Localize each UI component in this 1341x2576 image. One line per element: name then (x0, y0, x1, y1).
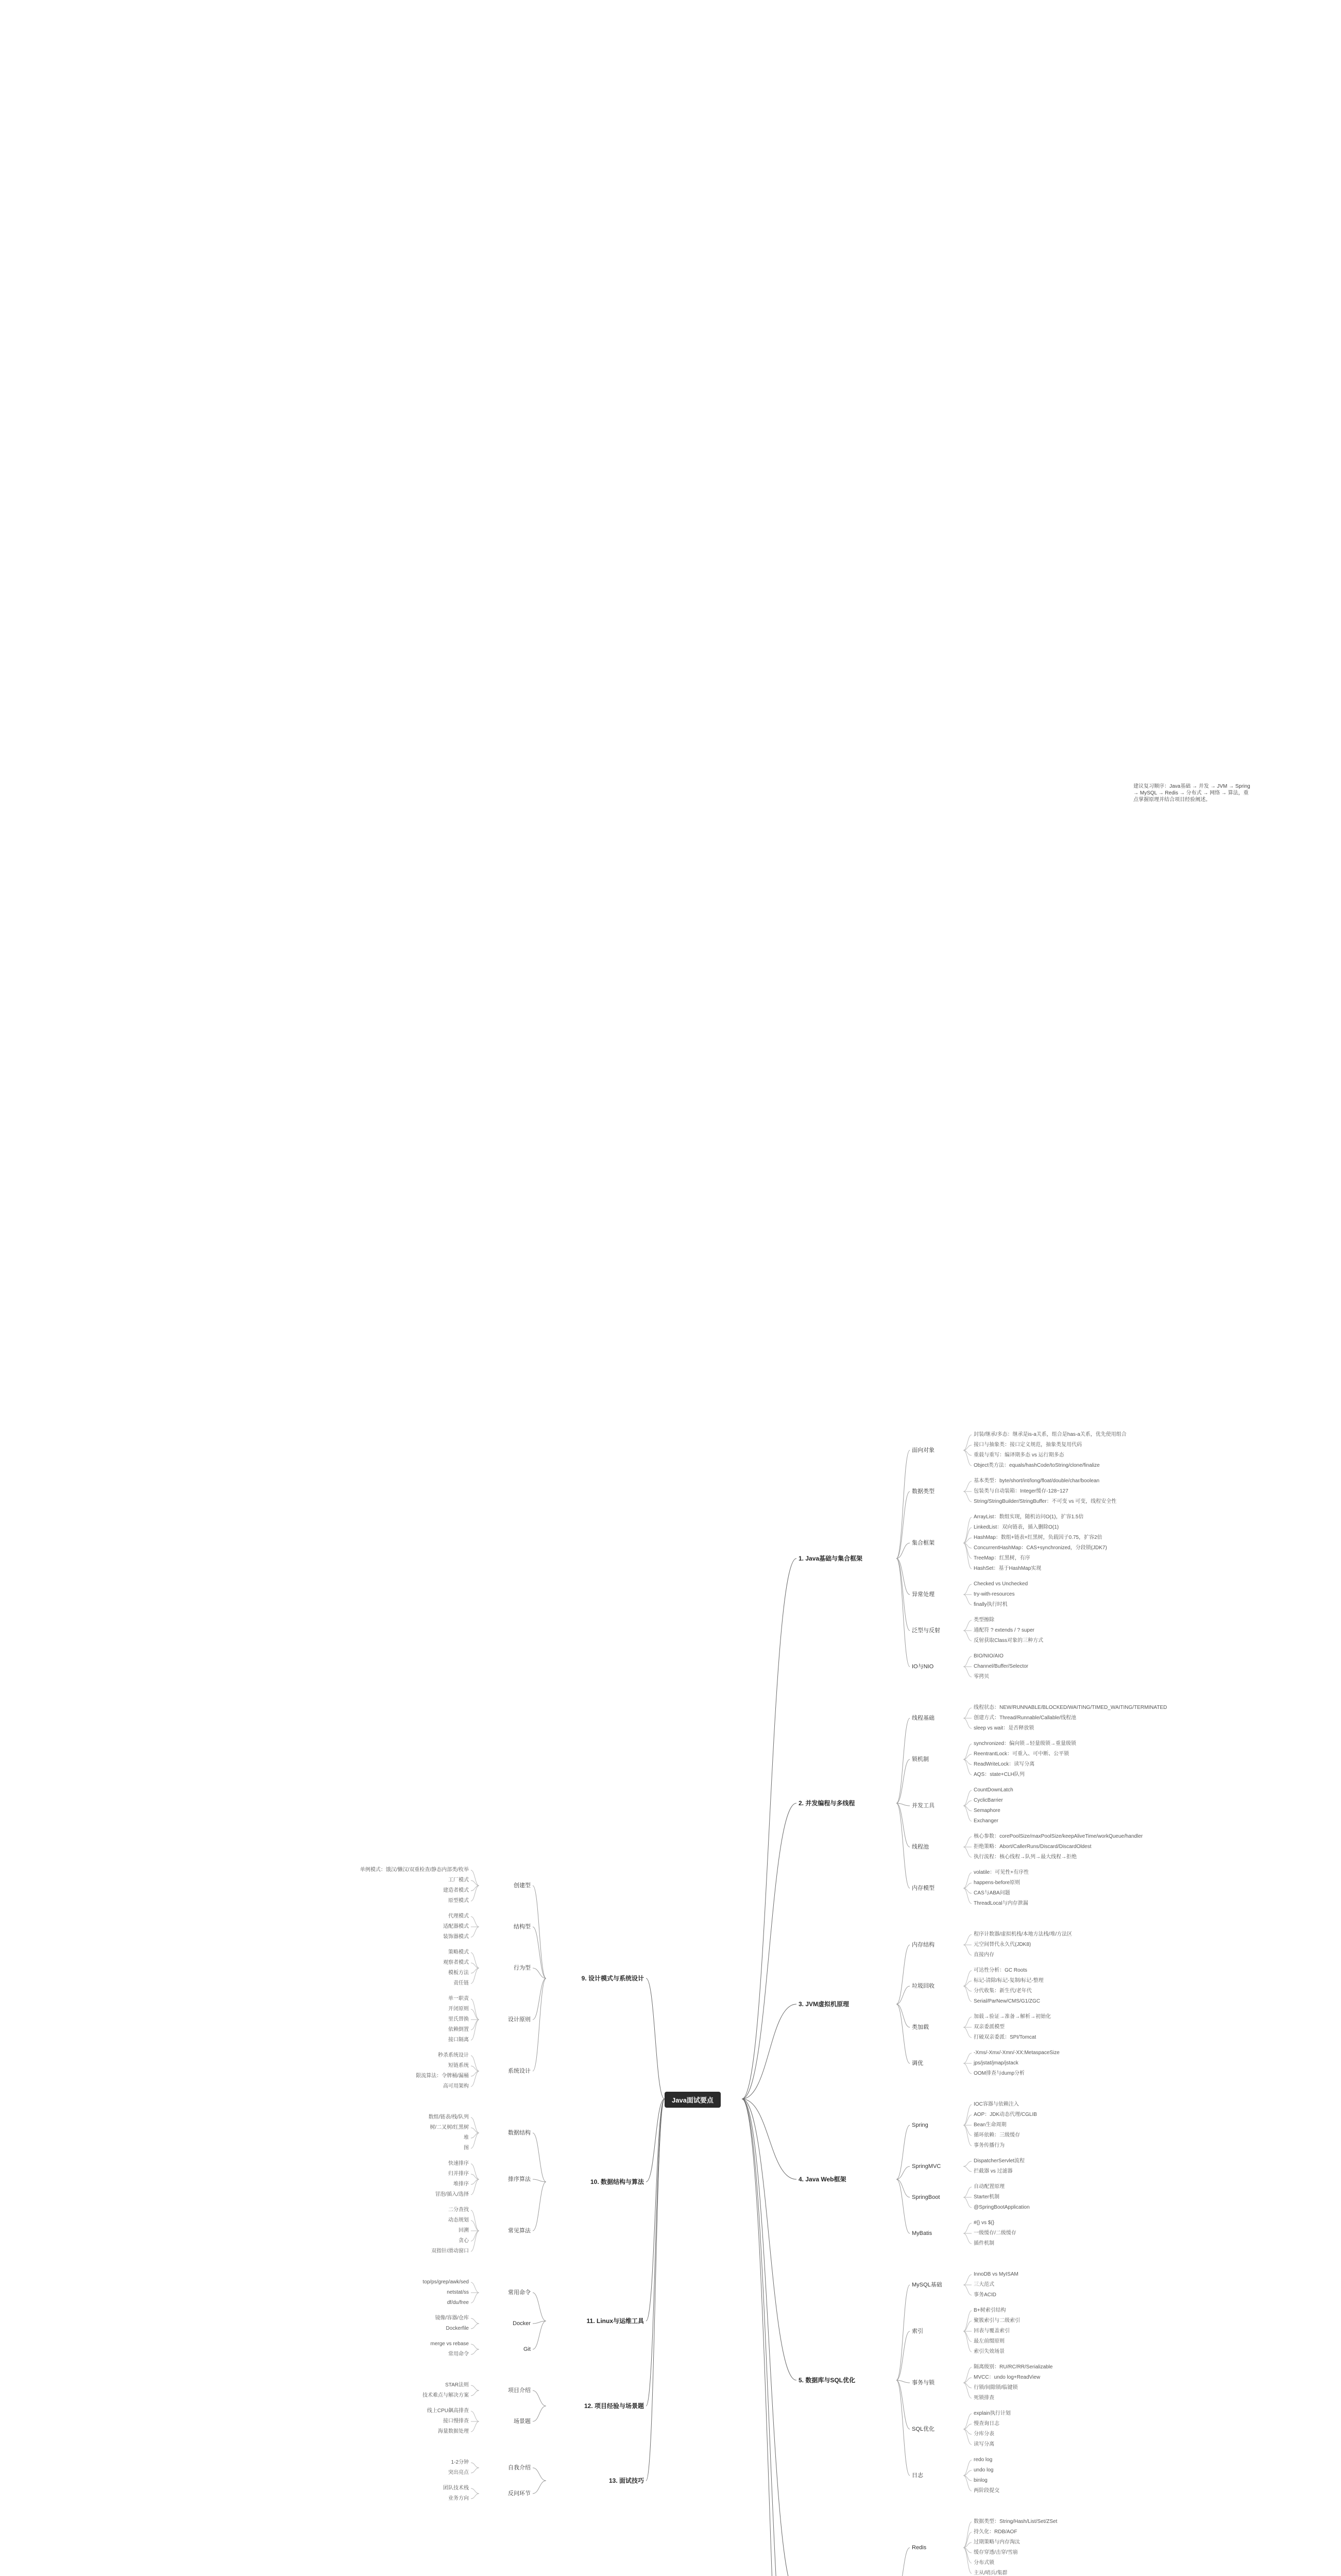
connector-line (471, 2421, 479, 2432)
connector-line (896, 1558, 910, 1595)
connector-line (963, 1935, 972, 1945)
leaf-node[interactable]: 封装/继承/多态：继承是is-a关系，组合是has-a关系，优先使用组合 (974, 1432, 1127, 1437)
connector-line (471, 2494, 479, 2499)
leaf-node[interactable]: 事务传播行为 (974, 2143, 1005, 2148)
connector-line (963, 2548, 972, 2573)
connector-line (471, 2020, 479, 2040)
sub-topic-node[interactable]: 集合框架 (912, 1540, 935, 1546)
leaf-node[interactable]: String/StringBuilder/StringBuffer：不可变 vs 可变，线程安全性 (974, 1499, 1117, 1504)
connector-line (963, 1492, 972, 1502)
leaf-node[interactable]: OOM排查与dump分析 (974, 2071, 1025, 2076)
leaf-node[interactable]: 海量数据处理 (438, 2429, 469, 2434)
leaf-node[interactable]: TreeMap：红黑树，有序 (974, 1555, 1030, 1561)
leaf-node[interactable]: Bean生命周期 (974, 2122, 1007, 2128)
connector-line (963, 1837, 972, 1847)
connector-line (896, 2004, 910, 2027)
connector-line (963, 1631, 972, 1641)
sub-topic-node[interactable]: 调优 (912, 2060, 923, 2066)
leaf-node[interactable]: 技术难点与解决方案 (422, 2393, 469, 2398)
leaf-node[interactable]: AOP：JDK动态代理/CGLIB (974, 2112, 1037, 2117)
sub-topic-node[interactable]: SQL优化 (912, 2426, 935, 2432)
sub-topic-node[interactable]: 场景题 (514, 2418, 531, 2425)
leaf-node[interactable]: HashMap：数组+链表+红黑树，负载因子0.75，扩容2倍 (974, 1535, 1102, 1540)
leaf-node[interactable]: CyclicBarrier (974, 1798, 1003, 1803)
connector-line (896, 2179, 910, 2233)
leaf-node[interactable]: 高可用架构 (443, 2083, 469, 2089)
connector-line (963, 1620, 972, 1631)
connector-line (896, 1558, 910, 1667)
leaf-node[interactable]: 事务ACID (974, 2292, 996, 2298)
leaf-node[interactable]: 图 (464, 2145, 469, 2151)
leaf-node[interactable]: 观察者模式 (443, 1960, 469, 1965)
leaf-node[interactable]: 堆排序 (453, 2181, 469, 2187)
branch-node[interactable]: 2. 并发编程与多线程 (799, 1800, 855, 1807)
leaf-node[interactable]: netstat/ss (447, 2290, 469, 2295)
leaf-node[interactable]: CountDownLatch (974, 1787, 1013, 1793)
leaf-node[interactable]: explain执行计划 (974, 2411, 1011, 2416)
connector-line (471, 2231, 479, 2241)
leaf-node[interactable]: 缓存穿透/击穿/雪崩 (974, 2550, 1018, 2555)
leaf-node[interactable]: 拦截器 vs 过滤器 (974, 2168, 1013, 2174)
sub-topic-node[interactable]: 项目介绍 (508, 2387, 531, 2394)
leaf-node[interactable]: 突出亮点 (448, 2470, 469, 2476)
leaf-node[interactable]: 数据类型：String/Hash/List/Set/ZSet (974, 2519, 1058, 2524)
leaf-node[interactable]: 重载与重写：编译期多态 vs 运行期多态 (974, 1452, 1064, 1458)
leaf-node[interactable]: @SpringBootApplication (974, 2205, 1030, 2210)
leaf-node[interactable]: 打破双亲委派：SPI/Tomcat (974, 2035, 1037, 2040)
branch-node[interactable]: 11. Linux与运维工具 (586, 2317, 644, 2325)
sub-topic-node[interactable]: 类加载 (912, 2024, 929, 2030)
sub-topic-node[interactable]: 面向对象 (912, 1447, 935, 1453)
leaf-node[interactable]: top/ps/grep/awk/sed (422, 2279, 469, 2285)
leaf-node[interactable]: ThreadLocal与内存泄漏 (974, 1901, 1028, 1906)
leaf-node[interactable]: 限流算法：令牌桶/漏桶 (416, 2073, 469, 2079)
connector-line (963, 2285, 972, 2295)
leaf-node[interactable]: 分布式锁 (974, 2560, 994, 2566)
leaf-node[interactable]: MVCC：undo log+ReadView (974, 2375, 1041, 2380)
connector-line (742, 2099, 796, 2179)
connector-line (963, 2321, 972, 2331)
leaf-node[interactable]: LinkedList：双向链表，插入删除O(1) (974, 1524, 1059, 1530)
connector-line (742, 1558, 796, 2099)
leaf-node[interactable]: 短链系统 (448, 2063, 469, 2069)
connector-line (896, 2125, 910, 2179)
leaf-node[interactable]: 回表与覆盖索引 (974, 2328, 1010, 2334)
sub-topic-node[interactable]: SpringBoot (912, 2194, 940, 2200)
leaf-node[interactable]: 秒杀系统设计 (438, 2053, 469, 2058)
leaf-node[interactable]: 死锁排查 (974, 2395, 994, 2401)
leaf-node[interactable]: AQS：state+CLH队列 (974, 1772, 1025, 1777)
connector-line (963, 2522, 972, 2548)
leaf-node[interactable]: df/du/free (447, 2300, 469, 2306)
connector-line (533, 2293, 546, 2321)
connector-line (471, 2282, 479, 2293)
connector-line (963, 1656, 972, 1667)
connector-line (533, 2182, 546, 2231)
connector-line (471, 1917, 479, 1927)
leaf-node[interactable]: 聚簇索引与二级索引 (974, 2318, 1020, 2324)
leaf-node[interactable]: redo log (974, 2457, 993, 2463)
connector-line (963, 1708, 972, 1718)
leaf-node[interactable]: CAS与ABA问题 (974, 1890, 1010, 1896)
connector-line (963, 2063, 972, 2074)
connector-line (742, 1803, 796, 2099)
sub-topic-node[interactable]: 排序算法 (508, 2176, 531, 2182)
leaf-node[interactable]: 接口与抽象类：接口定义规范，抽象类复用代码 (974, 1442, 1082, 1448)
branch-node[interactable]: 13. 面试技巧 (608, 2477, 644, 2484)
connector-line (471, 2344, 479, 2349)
connector-line (963, 1945, 972, 1955)
leaf-node[interactable]: 里氏替换 (448, 2016, 469, 2022)
leaf-node[interactable]: synchronized：偏向锁→轻量级锁→重量级锁 (974, 1741, 1076, 1747)
leaf-node[interactable]: 最左前缀原则 (974, 2338, 1005, 2344)
connector-line (963, 2187, 972, 2197)
leaf-node[interactable]: 反射获取Class对象的三种方式 (974, 1638, 1044, 1643)
leaf-node[interactable]: 通配符 ? extends / ? super (974, 1628, 1034, 1633)
leaf-node[interactable]: 拒绝策略：Abort/CallerRuns/Discard/DiscardOldest (974, 1844, 1092, 1850)
connector-line (533, 2321, 546, 2349)
connector-line (896, 2179, 910, 2197)
connector-line (471, 2020, 479, 2030)
connector-line (963, 1595, 972, 1605)
leaf-node[interactable]: 二分查找 (448, 2207, 469, 2213)
connector-line (963, 1718, 972, 1728)
connector-line (471, 2468, 479, 2473)
branch-node[interactable]: 12. 项目经验与场景题 (584, 2402, 644, 2410)
sub-topic-node[interactable]: 线程基础 (912, 1715, 935, 1721)
connector-line (963, 2331, 972, 2342)
leaf-node[interactable]: 核心参数：corePoolSize/maxPoolSize/keepAliveTime/workQueue/handler (974, 1834, 1143, 1839)
connector-line (963, 2197, 972, 2208)
sub-topic-node[interactable]: 锁机制 (912, 1756, 929, 1762)
leaf-node[interactable]: 分库分表 (974, 2431, 994, 2437)
leaf-node[interactable]: 代理模式 (448, 1913, 469, 1919)
leaf-node[interactable]: 程序计数器/虚拟机栈/本地方法栈/堆/方法区 (974, 1931, 1073, 1937)
sub-topic-node[interactable]: IO与NIO (912, 1664, 934, 1670)
leaf-node[interactable]: Serial/ParNew/CMS/G1/ZGC (974, 1998, 1040, 2004)
leaf-node[interactable]: 基本类型：byte/short/int/long/float/double/char/boolean (974, 1478, 1100, 1484)
sub-topic-node[interactable]: 异常处理 (912, 1591, 935, 1598)
sub-topic-node[interactable]: 泛型与反射 (912, 1628, 940, 1634)
connector-line (471, 2488, 479, 2494)
sub-topic-node[interactable]: 数据结构 (508, 2130, 531, 2136)
leaf-node[interactable]: 可达性分析：GC Roots (974, 1968, 1027, 1973)
leaf-node[interactable]: 工厂模式 (448, 1877, 469, 1883)
leaf-node[interactable]: 镜像/容器/仓库 (435, 2315, 469, 2321)
connector-line (963, 1517, 972, 1543)
connector-line (471, 2210, 479, 2231)
leaf-node[interactable]: IOC容器与依赖注入 (974, 2102, 1019, 2107)
sub-topic-node[interactable]: MySQL基础 (912, 2282, 942, 2288)
connector-line (963, 1584, 972, 1595)
sub-topic-node[interactable]: 设计原则 (508, 2016, 531, 2023)
leaf-node[interactable]: 分代收集：新生代/老年代 (974, 1988, 1032, 1994)
branch-node[interactable]: 4. Java Web框架 (799, 2176, 846, 2183)
connector-line (471, 2463, 479, 2468)
leaf-node[interactable]: 线上CPU飙高排查 (427, 2408, 469, 2414)
leaf-node[interactable]: 数组/链表/栈/队列 (428, 2114, 469, 2120)
connector-line (963, 2115, 972, 2125)
sub-topic-node[interactable]: 结构型 (514, 1924, 531, 1930)
leaf-node[interactable]: Dockerfile (446, 2326, 469, 2331)
leaf-node[interactable]: 责任链 (453, 1980, 469, 1986)
leaf-node[interactable]: Starter机制 (974, 2194, 1000, 2200)
leaf-node[interactable]: Channel/Buffer/Selector (974, 1664, 1028, 1669)
connector-line (533, 2481, 546, 2494)
connector-line (963, 2311, 972, 2331)
leaf-node[interactable]: 主从/哨兵/集群 (974, 2570, 1008, 2576)
sub-topic-node[interactable]: 自我介绍 (508, 2465, 531, 2471)
sub-topic-node[interactable]: 反问环节 (508, 2490, 531, 2497)
leaf-node[interactable]: 三大范式 (974, 2282, 994, 2287)
connector-line (963, 2166, 972, 2172)
leaf-node[interactable]: 创建方式：Thread/Runnable/Callable/线程池 (974, 1715, 1076, 1721)
leaf-node[interactable]: ReadWriteLock：读写分离 (974, 1761, 1035, 1767)
sub-topic-node[interactable]: 数据类型 (912, 1488, 935, 1495)
leaf-node[interactable]: 零拷贝 (974, 1674, 989, 1680)
connector-line (533, 1978, 546, 2020)
connector-line (963, 2161, 972, 2166)
connector-line (471, 2385, 479, 2391)
connector-line (963, 2331, 972, 2352)
connector-line (896, 1558, 910, 1631)
leaf-node[interactable]: Exchanger (974, 1818, 998, 1824)
sub-topic-node[interactable]: 事务与锁 (912, 2380, 935, 2386)
leaf-node[interactable]: 适配器模式 (443, 1924, 469, 1929)
leaf-node[interactable]: 业务方向 (448, 2496, 469, 2501)
leaf-node[interactable]: Semaphore (974, 1808, 1000, 1814)
leaf-node[interactable]: 开闭原则 (448, 2006, 469, 2012)
connector-line (471, 2009, 479, 2020)
leaf-node[interactable]: Checked vs Unchecked (974, 1581, 1028, 1587)
leaf-node[interactable]: undo log (974, 2467, 994, 2473)
leaf-node[interactable]: 依赖倒置 (448, 2027, 469, 2032)
leaf-node[interactable]: 读写分离 (974, 2442, 994, 2447)
leaf-node[interactable]: STAR法则 (445, 2382, 469, 2388)
connector-line (963, 2105, 972, 2125)
connector-line (896, 2380, 910, 2429)
leaf-node[interactable]: 行锁/间隙锁/临键锁 (974, 2385, 1018, 2391)
connector-line (533, 2391, 546, 2406)
connector-line (963, 2027, 972, 2038)
leaf-node[interactable]: 贪心 (459, 2238, 469, 2244)
connector-line (471, 2411, 479, 2421)
leaf-node[interactable]: 执行流程：核心线程→队列→最大线程→拒绝 (974, 1854, 1077, 1860)
connector-line (533, 2468, 546, 2481)
leaf-node[interactable]: 两阶段提交 (974, 2488, 999, 2494)
connector-line (896, 2331, 910, 2380)
leaf-node[interactable]: sleep vs wait：是否释放锁 (974, 1725, 1034, 1731)
leaf-node[interactable]: 回溯 (459, 2228, 469, 2233)
leaf-node[interactable]: 线程状态：NEW/RUNNABLE/BLOCKED/WAITING/TIMED_WAITING/TERMINATED (974, 1705, 1167, 1710)
leaf-node[interactable]: happens-before原则 (974, 1880, 1021, 1886)
leaf-node[interactable]: ReentrantLock：可重入、可中断、公平锁 (974, 1751, 1070, 1757)
leaf-node[interactable]: ConcurrentHashMap：CAS+synchronized，分段锁(JDK7) (974, 1545, 1107, 1551)
leaf-node[interactable]: 策略模式 (448, 1950, 469, 1955)
sub-topic-node[interactable]: 系统设计 (508, 2068, 531, 2074)
leaf-node[interactable]: 接口慢排查 (443, 2418, 469, 2424)
connector-line (963, 1481, 972, 1492)
branch-node[interactable]: 9. 设计模式与系统设计 (581, 1975, 644, 1982)
sub-topic-node[interactable]: 并发工具 (912, 1803, 935, 1809)
leaf-node[interactable]: 一级缓存/二级缓存 (974, 2230, 1016, 2236)
connector-line (646, 2099, 665, 2406)
leaf-node[interactable]: 模板方法 (448, 1970, 469, 1976)
connector-line (742, 2099, 796, 2576)
connector-line (963, 2275, 972, 2285)
leaf-node[interactable]: 动态规划 (448, 2217, 469, 2223)
leaf-node[interactable]: volatile：可见性+有序性 (974, 1870, 1029, 1875)
connector-line (533, 2133, 546, 2182)
connector-line (471, 2324, 479, 2329)
leaf-node[interactable]: 元空间替代永久代(JDK8) (974, 1942, 1031, 1947)
connector-line (471, 2349, 479, 2354)
leaf-node[interactable]: 堆 (464, 2135, 469, 2141)
sub-topic-node[interactable]: SpringMVC (912, 2163, 941, 2170)
connector-line (896, 1986, 910, 2004)
branch-node[interactable]: 3. JVM虚拟机原理 (799, 2001, 850, 2008)
leaf-node[interactable]: 归并排序 (448, 2171, 469, 2177)
connector-line (896, 1803, 910, 1847)
connector-line (896, 1450, 910, 1558)
connector-line (896, 2548, 910, 2576)
leaf-node[interactable]: ArrayList：数组实现，随机访问O(1)，扩容1.5倍 (974, 1514, 1084, 1520)
branch-node[interactable]: 5. 数据库与SQL优化 (799, 2377, 856, 2384)
connector-line (963, 2125, 972, 2136)
leaf-node[interactable]: 类型擦除 (974, 1617, 994, 1623)
connector-line (963, 2233, 972, 2244)
leaf-node[interactable]: 装饰器模式 (443, 1934, 469, 1940)
connector-line (742, 2099, 796, 2576)
leaf-node[interactable]: BIO/NIO/AIO (974, 1653, 1004, 1659)
leaf-node[interactable]: HashSet：基于HashMap实现 (974, 1566, 1042, 1571)
leaf-node[interactable]: jps/jstat/jmap/jstack (974, 2060, 1019, 2066)
connector-line (896, 1759, 910, 1803)
connector-line (646, 1978, 665, 2099)
sub-topic-node[interactable]: 常见算法 (508, 2228, 531, 2234)
connector-line (963, 2223, 972, 2233)
leaf-node[interactable]: 过期策略与内存淘汰 (974, 2539, 1020, 2545)
leaf-node[interactable]: #{} vs ${} (974, 2220, 995, 2226)
study-order-note: 建议复习顺序：Java基础 → 并发 → JVM → Spring → MySQL → Redis → 分布式 → 网络 → 算法，重点掌握原理并结合项目经验阐述。 (1133, 784, 1250, 803)
leaf-node[interactable]: 常用命令 (448, 2351, 469, 2357)
leaf-node[interactable]: finally执行时机 (974, 1602, 1008, 1607)
leaf-node[interactable]: 标记-清除/标记-复制/标记-整理 (974, 1978, 1044, 1984)
sub-topic-node[interactable]: Redis (912, 2545, 927, 2551)
connector-line (471, 2318, 479, 2324)
sub-topic-node[interactable]: MyBatis (912, 2230, 932, 2236)
connector-line (471, 1999, 479, 2020)
connector-line (963, 1667, 972, 1677)
branch-node[interactable]: 1. Java基础与集合框架 (799, 1555, 863, 1562)
connector-line (742, 2099, 796, 2576)
connector-line (963, 2053, 972, 2063)
connector-line (533, 2406, 546, 2421)
connector-line (963, 1543, 972, 1569)
leaf-node[interactable]: 持久化：RDB/AOF (974, 2529, 1017, 2535)
connector-line (963, 1847, 972, 1857)
leaf-node[interactable]: 包装类与自动装箱：Integer缓存-128~127 (974, 1488, 1068, 1494)
connector-line (533, 1886, 546, 1978)
connector-line (742, 2099, 796, 2380)
leaf-node[interactable]: InnoDB vs MyISAM (974, 2272, 1019, 2277)
leaf-node[interactable]: DispatcherServlet流程 (974, 2158, 1025, 2164)
sub-topic-node[interactable]: 索引 (912, 2328, 923, 2334)
connector-line (646, 2099, 665, 2481)
leaf-node[interactable]: binlog (974, 2478, 988, 2483)
connector-line (963, 2125, 972, 2146)
sub-topic-node[interactable]: 内存结构 (912, 1942, 935, 1948)
connector-line (471, 2293, 479, 2303)
leaf-node[interactable]: -Xms/-Xmx/-Xmn/-XX:MetaspaceSize (974, 2050, 1060, 2056)
leaf-node[interactable]: 单例模式：饿汉/懒汉/双重检查/静态内部类/枚举 (360, 1867, 469, 1873)
leaf-node[interactable]: 1-2分钟 (451, 2460, 469, 2465)
leaf-node[interactable]: merge vs rebase (430, 2341, 469, 2347)
connector-line (471, 1927, 479, 1937)
leaf-node[interactable]: Object类方法：equals/hashCode/toString/clone/finalize (974, 1463, 1100, 1468)
leaf-node[interactable]: try-with-resources (974, 1591, 1015, 1597)
sub-topic-node[interactable]: Docker (513, 2320, 531, 2327)
connector-line (471, 2221, 479, 2231)
leaf-node[interactable]: 原型模式 (448, 1898, 469, 1904)
leaf-node[interactable]: 团队技术栈 (443, 2485, 469, 2491)
leaf-node[interactable]: 双亲委派模型 (974, 2024, 1005, 2030)
leaf-node[interactable]: 直接内存 (974, 1952, 994, 1958)
connector-line (471, 2231, 479, 2251)
root-node[interactable]: Java面试要点 (665, 2092, 721, 2108)
leaf-node[interactable]: 单一职责 (448, 1996, 469, 2002)
leaf-node[interactable]: 循环依赖：三级缓存 (974, 2132, 1020, 2138)
sub-topic-node[interactable]: 常用命令 (508, 2290, 531, 2296)
leaf-node[interactable]: 插件机制 (974, 2241, 994, 2246)
leaf-node[interactable]: 冒泡/插入/选择 (435, 2192, 469, 2197)
leaf-node[interactable]: B+树索引结构 (974, 2308, 1006, 2313)
sub-topic-node[interactable]: 内存模型 (912, 1885, 935, 1891)
connector-line (896, 2004, 910, 2063)
sub-topic-node[interactable]: 日志 (912, 2472, 923, 2479)
connector-line (471, 2391, 479, 2396)
branch-node[interactable]: 10. 数据结构与算法 (590, 2178, 644, 2185)
connector-line (533, 1978, 546, 2071)
leaf-node[interactable]: 树/二叉树/红黑树 (430, 2125, 469, 2130)
leaf-node[interactable]: 自动配置原理 (974, 2184, 1005, 2190)
sub-topic-node[interactable]: Git (523, 2346, 531, 2352)
leaf-node[interactable]: 接口隔离 (448, 2037, 469, 2043)
sub-topic-node[interactable]: 创建型 (514, 1883, 531, 1889)
connector-line (742, 2004, 796, 2099)
leaf-node[interactable]: 隔离级别：RU/RC/RR/Serializable (974, 2364, 1053, 2370)
leaf-node[interactable]: 快速排序 (448, 2161, 469, 2166)
leaf-node[interactable]: 加载→验证→准备→解析→初始化 (974, 2014, 1051, 2020)
leaf-node[interactable]: 慢查询日志 (974, 2421, 999, 2427)
sub-topic-node[interactable]: 线程池 (912, 1844, 929, 1850)
sub-topic-node[interactable]: 行为型 (514, 1965, 531, 1971)
leaf-node[interactable]: 双指针/滑动窗口 (431, 2248, 469, 2254)
sub-topic-node[interactable]: Spring (912, 2122, 928, 2128)
connector-line (963, 2017, 972, 2027)
sub-topic-node[interactable]: 垃圾回收 (912, 1983, 935, 1989)
leaf-node[interactable]: 索引失效场景 (974, 2349, 1005, 2354)
leaf-node[interactable]: 建造者模式 (443, 1888, 469, 1893)
